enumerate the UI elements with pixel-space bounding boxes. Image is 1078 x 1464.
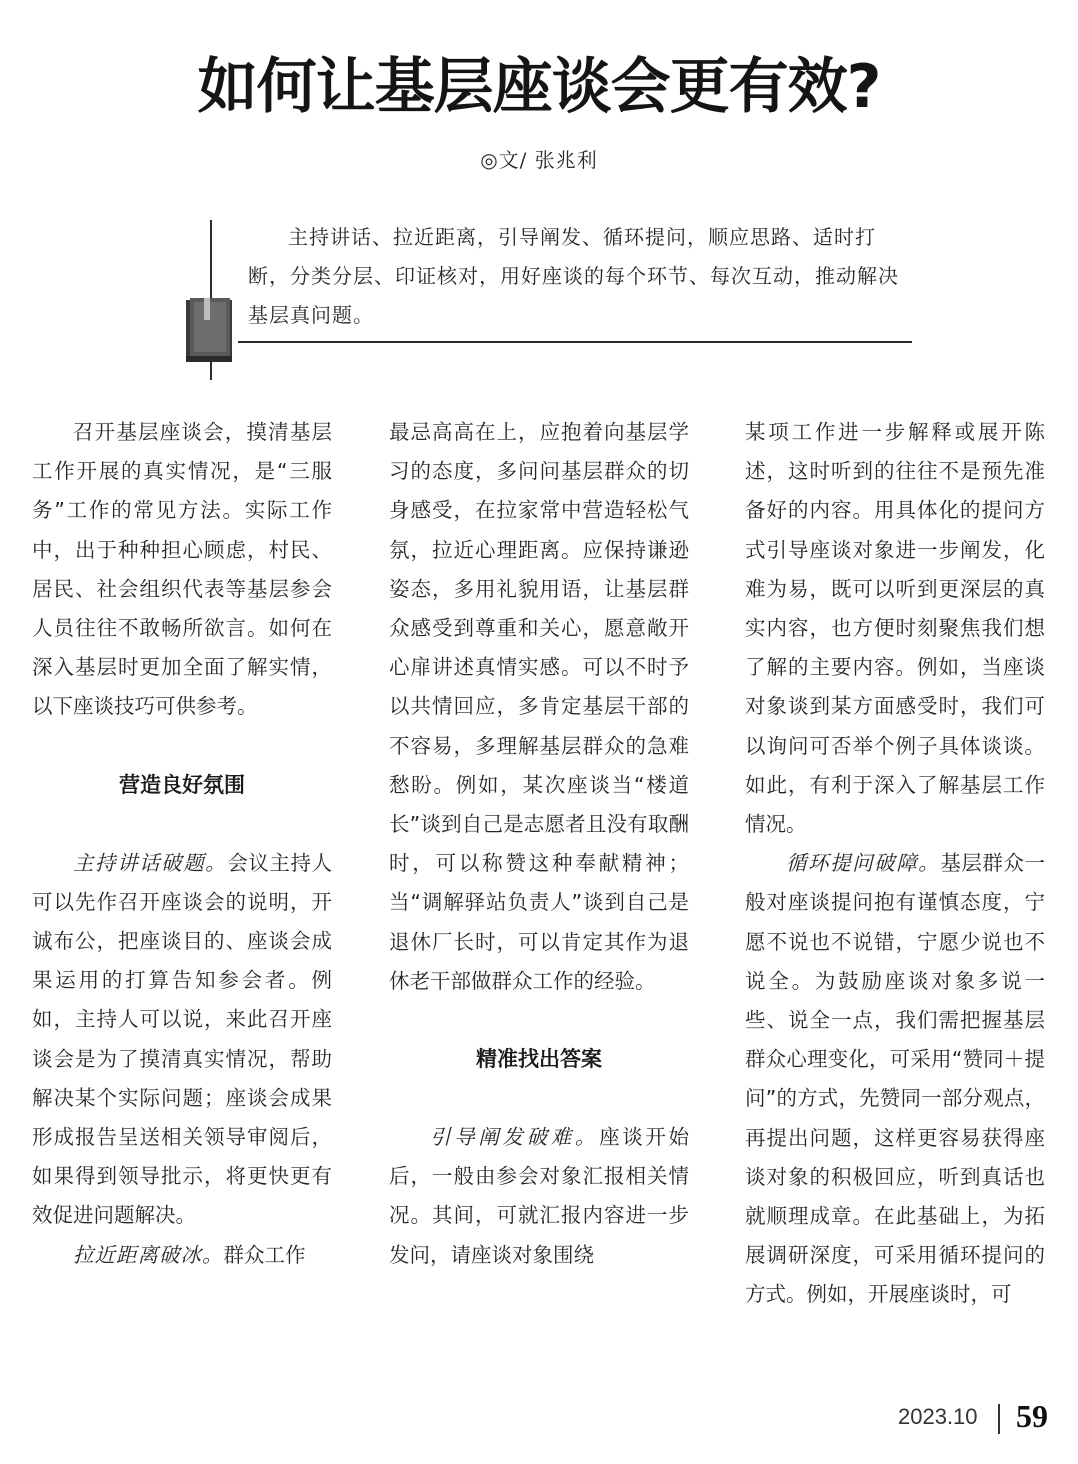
paragraph: 某项工作进一步解释或展开陈述，这时听到的往往不是预先准备好的内容。用具体化的提问方式引导座谈对象进一步阐发，化难为易，既可以听到更深层的真实内容，也方便时刻聚焦我们想了解的主要内容。例如，当座谈对象谈到某方面感受时，我们可以询问可否举个例子具体谈谈。如此，有利于深入了解基层工作情况。: [745, 420, 1045, 837]
paragraph: 最忌高高在上，应抱着向基层学习的态度，多问问基层群众的切身感受，在拉家常中营造轻松气氛，拉近心理距离。应保持谦逊姿态，多用礼貌用语，让基层群众感受到尊重和关心，愿意敞开心扉讲述真情实感。可以不时予以共情回应，多肯定基层干部的不容易，多理解基层群众的急难愁盼。例如，某次座谈当“楼道长”谈到自己是志愿者且没有取酬时，可以称赞这种奉献精神；当“调解驿站负责人”谈到自己是退休厂长时，可以肯定其作为退休老干部做群众工作的经验。: [389, 420, 689, 993]
issue-date: 2023.10: [898, 1404, 978, 1429]
book-icon: [184, 296, 236, 364]
author-byline: ◎文/ 张兆利: [480, 148, 598, 172]
paragraph-lead: 循环提问破障。: [786, 851, 941, 876]
text-column-2: [389, 413, 689, 1275]
paragraph-body: 群众工作: [223, 1242, 306, 1267]
paragraph: [32, 844, 332, 1236]
paragraph-lead: 引导阐发破难。: [430, 1125, 600, 1150]
page-number: 59: [1016, 1398, 1048, 1434]
text-column-3: [745, 413, 1045, 1315]
paragraph: [389, 1118, 689, 1275]
paragraph-body: 会议主持人可以先作召开座谈会的说明，开诚布公，把座谈目的、座谈会成果运用的打算告知参会者。例如，主持人可以说，来此召开座谈会是为了摸清真实情况，帮助解决某个实际问题；座谈会成果形成报告呈送相关领导审阅后，如果得到领导批示，将更快更有效促进问题解决。: [32, 850, 333, 1228]
paragraph-lead: 主持讲话破题。: [73, 850, 228, 875]
section-heading: 营造良好氛围: [119, 772, 245, 797]
abstract-text: 主持讲话、拉近距离，引导阐发、循环提问，顺应思路、适时打断，分类分层、印证核对，用好座谈的每个环节、每次互动，推动解决基层真问题。: [248, 225, 899, 327]
paragraph-lead: 拉近距离破冰。: [73, 1242, 224, 1267]
footer-divider: [998, 1404, 1000, 1434]
paragraph: [32, 1236, 332, 1275]
paragraph: 召开基层座谈会，摸清基层工作开展的真实情况，是“三服务”工作的常见方法。实际工作中，出于种种担心顾虑，村民、居民、社会组织代表等基层参会人员往往不敢畅所欲言。如何在深入基层时更加全面了解实情，以下座谈技巧可供参考。: [32, 420, 332, 719]
abstract-horizontal-rule: [238, 341, 912, 343]
section-heading: 精准找出答案: [476, 1047, 602, 1072]
page-title: 如何让基层座谈会更有效?: [197, 52, 881, 122]
paragraph-body: 座谈开始后，一般由参会对象汇报相关情况。其间，可就汇报内容进一步发问，请座谈对象围绕: [389, 1125, 690, 1267]
text-column-1: [32, 413, 332, 1275]
paragraph-body: 基层群众一般对座谈提问抱有谨慎态度，宁愿不说也不说错，宁愿少说也不说全。为鼓励座谈对象多说一些、说全一点，我们需把握基层群众心理变化，可采用“赞同＋提问”的方式，先赞同一部分观点，再提出问题，这样更容易获得座谈对象的积极回应，听到真话也就顺理成章。在此基础上，为拓展调研深度，可采用循环提问的方式。例如，开展座谈时，可: [745, 851, 1046, 1307]
paragraph: [745, 844, 1045, 1314]
